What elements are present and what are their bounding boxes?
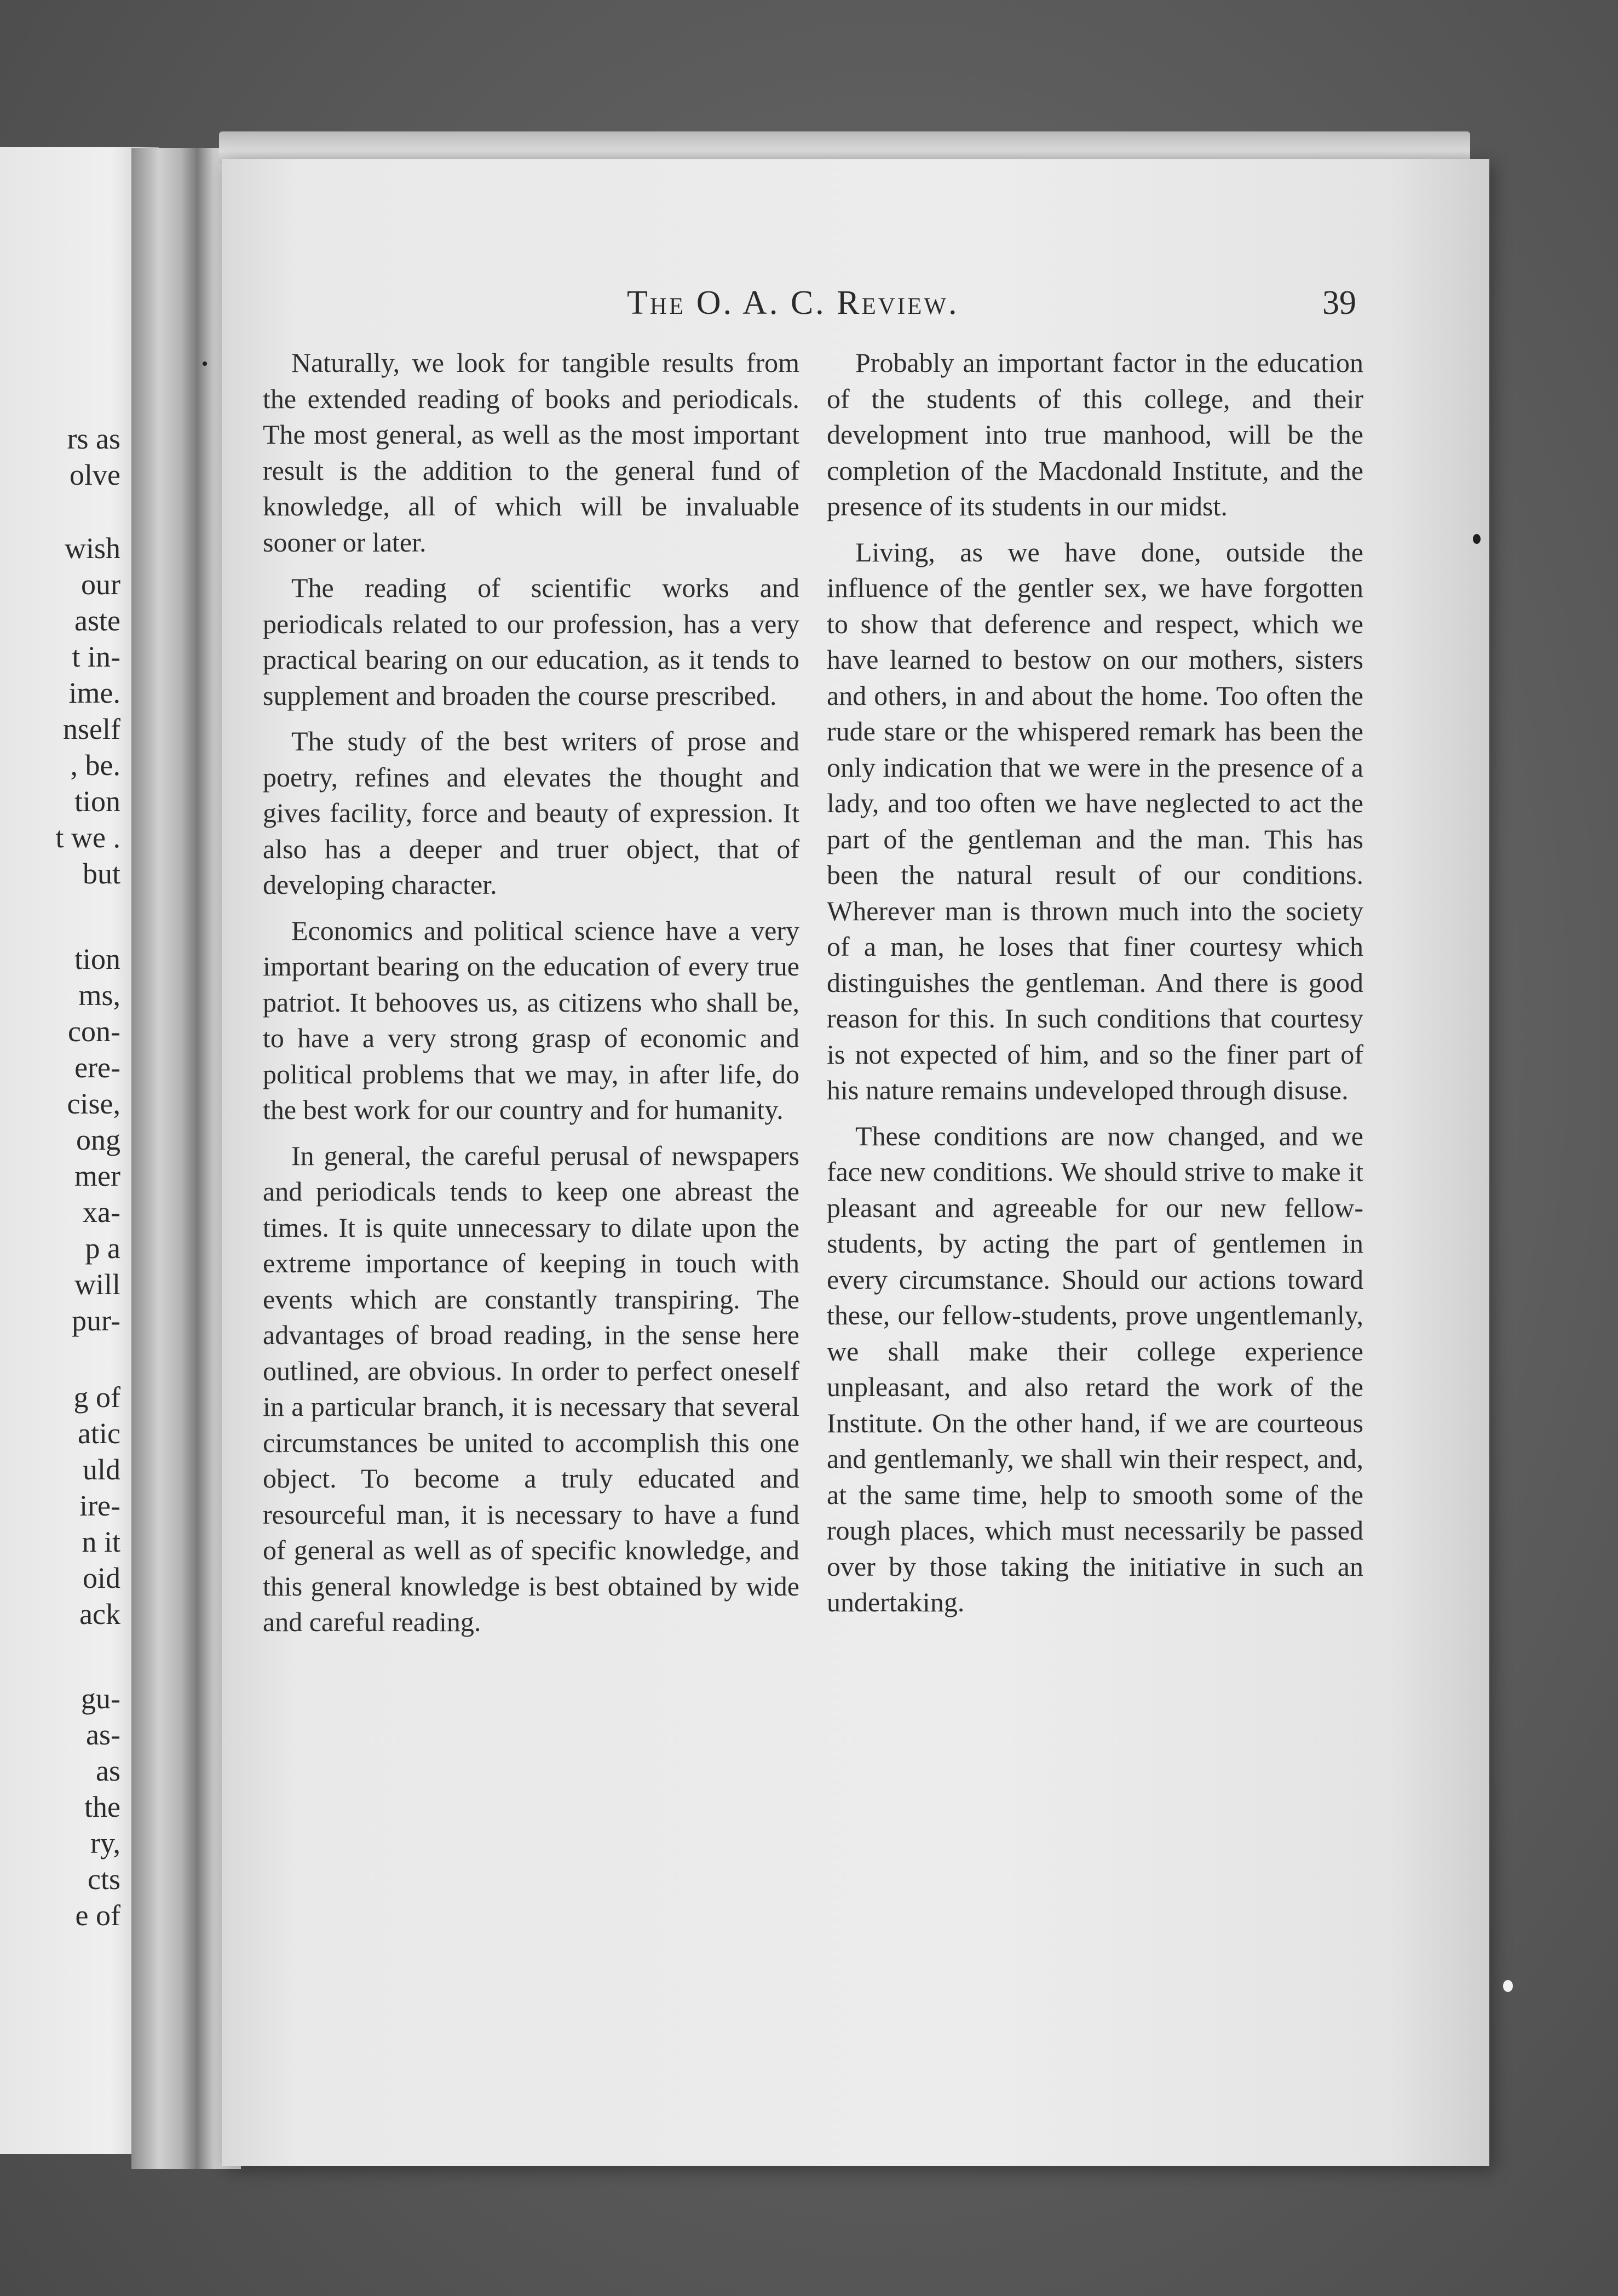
paragraph: The reading of scientific works and periodicals related to our profession, has a very practical bearing on our education, as it tends to supplement and broaden the course prescribed.	[263, 572, 799, 711]
fragment-line: xa-	[83, 1196, 120, 1229]
running-head	[222, 284, 1489, 333]
fragment-line: cise,	[67, 1087, 120, 1120]
fragment-line: pur-	[72, 1304, 120, 1337]
fragment-line: will	[74, 1268, 120, 1301]
paragraph: Living, as we have done, outside the influence of the gentler sex, we have forgotten to show that deference and respect, which we have learned to bestow on our mothers, sisters and others, in and about the home. Too often the rude stare or the whispered remark has been the only indication that we were in the presence of a lady, and too often we have neglected to act the part of the gentleman and the man. This has been the natural result of our conditions. Wherever man is thrown much into the society of a man, he loses that finer courtesy which distinguishes the gentleman. And there is good reason for this. In such conditions that courtesy is not expected of him, and so the finer part of his nature remains undeveloped through disuse.	[827, 536, 1363, 1105]
right-text-column	[827, 345, 1363, 1631]
fragment-line: the	[84, 1790, 120, 1823]
paragraph: Economics and political science have a very important bearing on the education of every true patriot. It behooves us, as citizens who shall be, to have a very strong grasp of economic and political problems that we may, in after life, do the best work for our country and for humanity.	[263, 915, 799, 1125]
fragment-line: as-	[86, 1718, 120, 1751]
fragment-group	[0, 1680, 120, 1933]
paragraph: These conditions are now changed, and we face new conditions. We should strive to make it pleasant and agreeable for our new fellow-students, by acting the part of gentlemen in every circumstance. Should our actions toward these, our fellow-students, prove ungentlemanly, we shall make their college experience unpleasant, and also retard the work of the Institute. On the other hand, if we are courteous and gentlemanly, we shall win their respect, and, at the same time, help to smooth some of the rough places, which must necessarily be passed over by those taking the initiative in such an undertaking.	[827, 1120, 1363, 1617]
previous-page-text-fragments	[0, 147, 120, 2154]
fragment-line: gu-	[81, 1682, 120, 1715]
fragment-line: n it	[82, 1525, 120, 1558]
speck	[1473, 534, 1481, 544]
fragment-group	[0, 530, 120, 892]
fragment-line: e of	[75, 1899, 120, 1932]
fragment-line: t in-	[72, 640, 120, 673]
left-text-column	[263, 345, 799, 1650]
fragment-line: p a	[85, 1232, 120, 1265]
journal-title: The O. A. C. Review.	[627, 284, 959, 322]
fragment-line: wish	[64, 532, 120, 565]
fragment-line: con-	[68, 1015, 120, 1048]
fragment-line: ere-	[74, 1051, 120, 1084]
fragment-group	[0, 1379, 120, 1632]
paragraph: Probably an important factor in the education of the students of this college, and their development into true manhood, will be the completion of the Macdonald Institute, and the presence of its students in our midst.	[827, 347, 1363, 521]
fragment-line: ong	[76, 1123, 120, 1156]
paragraph: In general, the careful perusal of newspapers and periodicals tends to keep one abreast the times. It is quite unnecessary to dilate upon the extreme importance of keeping in touch with events which are constantly transpiring. The advantages of broad reading, in the sense here outlined, are obvious. In order to perfect oneself in a particular branch, it is necessary that several circumstances be united to accomplish this one object. To become a truly educated and resourceful man, it is necessary to have a fund of general as well as of specific knowledge, and this general knowledge is best obtained by wide and careful reading.	[263, 1140, 799, 1637]
fragment-line: uld	[82, 1453, 120, 1486]
fragment-line: ire-	[79, 1489, 120, 1522]
fragment-line: mer	[74, 1160, 120, 1192]
fragment-line: g of	[73, 1381, 120, 1414]
fragment-line: ry,	[90, 1827, 120, 1859]
fragment-line: tion	[74, 943, 120, 975]
fragment-line: rs as	[67, 422, 120, 455]
fragment-line: ime.	[68, 676, 120, 709]
paragraph: Naturally, we look for tangible results from the extended reading of books and periodicals. The most general, as well as the most important result is the addition to the general fund of knowledge, all of which will be invaluable sooner or later.	[263, 347, 799, 558]
fragment-group	[0, 421, 120, 493]
speck	[203, 361, 207, 366]
fragment-line: our	[81, 568, 120, 601]
fragment-line: , be.	[70, 749, 120, 782]
fragment-line: nself	[63, 713, 120, 745]
page-number: 39	[1322, 284, 1356, 322]
fragment-line: olve	[70, 458, 120, 491]
fragment-group	[0, 941, 120, 1339]
fragment-line: but	[82, 857, 120, 890]
fragment-line: as	[96, 1754, 120, 1787]
speck	[1503, 1980, 1513, 1992]
fragment-line: tion	[74, 785, 120, 818]
fragment-line: atic	[78, 1417, 120, 1450]
fragment-line: ack	[79, 1598, 120, 1631]
paragraph: The study of the best writers of prose and poetry, refines and elevates the thought and gives facility, force and beauty of expression. It also has a deeper and truer object, that of developing character.	[263, 726, 799, 900]
fragment-line: ms,	[78, 979, 120, 1012]
book-page	[222, 159, 1489, 2166]
fragment-line: oid	[82, 1562, 120, 1594]
fragment-line: aste	[74, 604, 120, 637]
fragment-line: t we .	[55, 821, 120, 854]
fragment-line: cts	[88, 1863, 120, 1896]
